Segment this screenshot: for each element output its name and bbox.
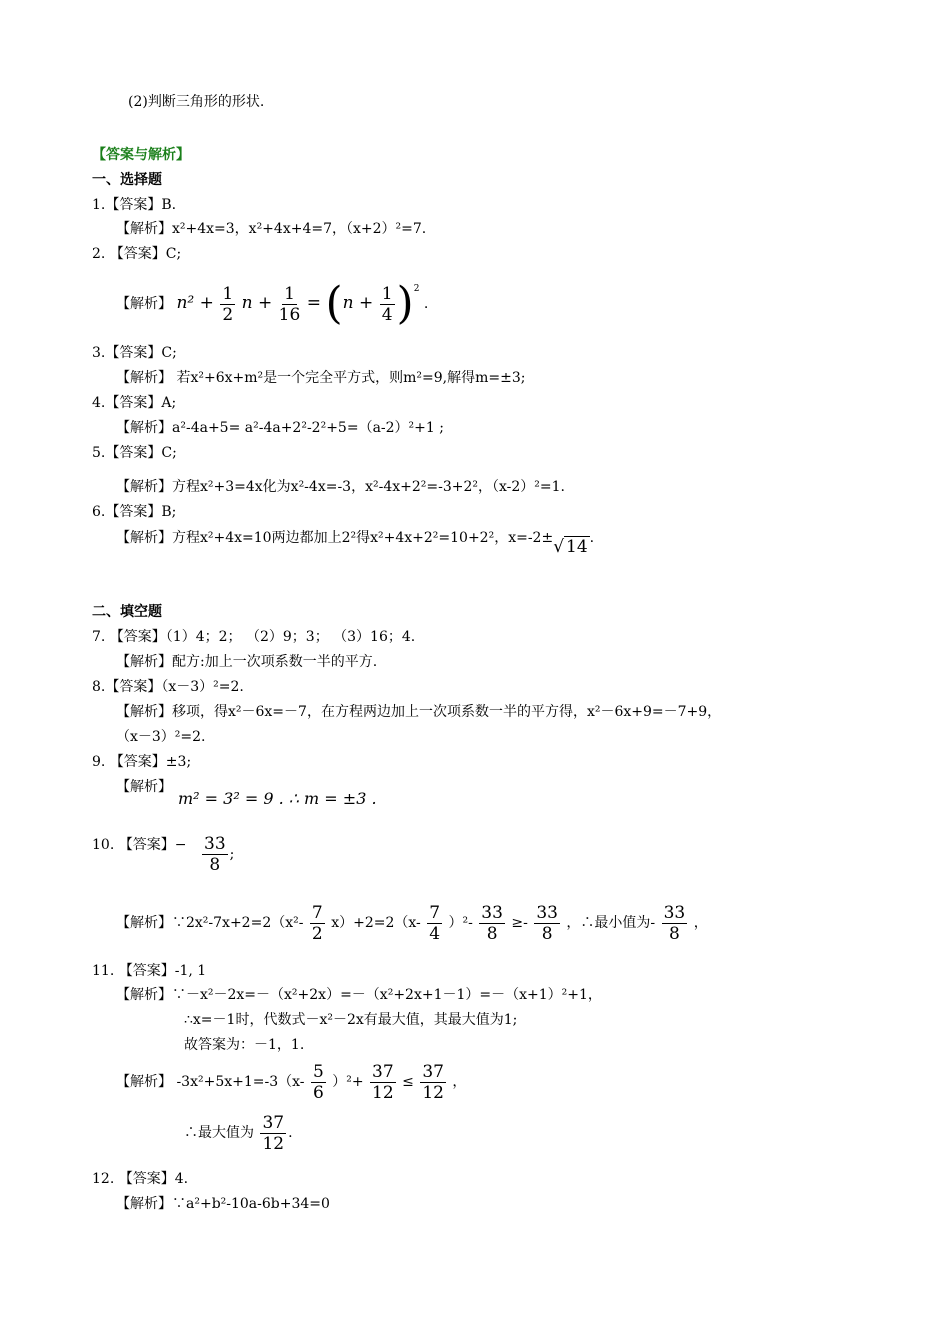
q1-analysis: 【解析】x²+4x=3，x²+4x+4=7，（x+2）²=7. bbox=[116, 221, 427, 237]
question-part-2: (2)判断三角形的形状. bbox=[128, 94, 265, 110]
q6-answer: 6.【答案】B; bbox=[92, 504, 177, 520]
section-choice: 一、选择题 bbox=[92, 172, 162, 188]
q6-analysis: 【解析】方程x²+4x=10两边都加上2²得x²+4x+2²=10+2²，x=-2±√ 14 . bbox=[116, 530, 595, 557]
q4-answer: 4.【答案】A; bbox=[92, 395, 177, 411]
q2-analysis: 【解析】 n² + $\frac{1}{2}$ n + $\frac{1}{16}$ = (n + $\frac{1}{4}$ )$^2$ . bbox=[116, 278, 429, 329]
q11-analysis: 【解析】∵－x²－2x=－（x²+2x）=－（x²+2x+1－1）=－（x+1）²+1， bbox=[116, 987, 602, 1003]
q3-analysis: 【解析】 若x²+6x+m²是一个完全平方式，则m²=9,解得m=±3; bbox=[116, 370, 526, 386]
q11-analysis-2: ∴x=－1时，代数式－x²－2x有最大值，其最大值为1; bbox=[184, 1012, 518, 1028]
q11-max: ∴最大值为 $\frac{37}{12}$ . bbox=[184, 1112, 293, 1154]
q10-answer: 10. 【答案】− bbox=[92, 837, 187, 853]
q4-analysis: 【解析】a²-4a+5= a²-4a+2²-2²+5=（a-2）²+1 ; bbox=[116, 420, 444, 436]
q9-analysis: 【解析】 bbox=[116, 779, 172, 795]
q8-analysis-cont: （x－3）²=2. bbox=[116, 729, 206, 745]
q10-analysis: 【解析】∵2x²-7x+2=2（x²- $\frac{7}{2}$ x）+2=2（x- $\frac{7}{4}$ ）²- $\frac{33}{8}$ ≥- $\frac{33}{8}$ ，∴最小值为- $\frac{33}{8}$ ， bbox=[116, 902, 708, 944]
q11-answer: 11. 【答案】-1, 1 bbox=[92, 963, 207, 979]
answer-header: 【答案与解析】 bbox=[92, 147, 190, 163]
q11-analysis-b: 【解析】 -3x²+5x+1=-3（x- $\frac{5}{6}$ ）²+ $\frac{37}{12}$ ≤ $\frac{37}{12}$ ， bbox=[116, 1061, 467, 1103]
q7-analysis: 【解析】配方:加上一次项系数一半的平方. bbox=[116, 654, 378, 670]
q3-answer: 3.【答案】C; bbox=[92, 345, 177, 361]
section-fill: 二、填空题 bbox=[92, 604, 162, 620]
q10-answer-frac: $\frac{33}{8}$ ; bbox=[204, 834, 235, 875]
q8-analysis: 【解析】移项，得x²－6x=－7，在方程两边加上一次项系数一半的平方得，x²－6x+9=－7+9， bbox=[116, 704, 722, 720]
q8-answer: 8.【答案】（x－3）²=2. bbox=[92, 679, 244, 695]
q5-analysis: 【解析】方程x²+3=4x化为x²-4x=-3，x²-4x+2²=-3+2²，（x-2）²=1. bbox=[116, 479, 565, 495]
q9-formula: m² = 3² = 9 . ∴ m = ±3 . bbox=[178, 789, 377, 808]
q9-answer: 9. 【答案】±3; bbox=[92, 754, 192, 770]
q1-answer: 1.【答案】B. bbox=[92, 197, 177, 213]
q7-answer: 7. 【答案】（1）4；2； （2）9；3； （3）16；4. bbox=[92, 629, 416, 645]
q11-analysis-3: 故答案为：－1，1. bbox=[184, 1037, 305, 1053]
q5-answer: 5.【答案】C; bbox=[92, 445, 177, 461]
q12-answer: 12. 【答案】4. bbox=[92, 1171, 189, 1187]
q2-answer: 2. 【答案】C; bbox=[92, 246, 182, 262]
q12-analysis: 【解析】∵a²+b²-10a-6b+34=0 bbox=[116, 1196, 330, 1212]
